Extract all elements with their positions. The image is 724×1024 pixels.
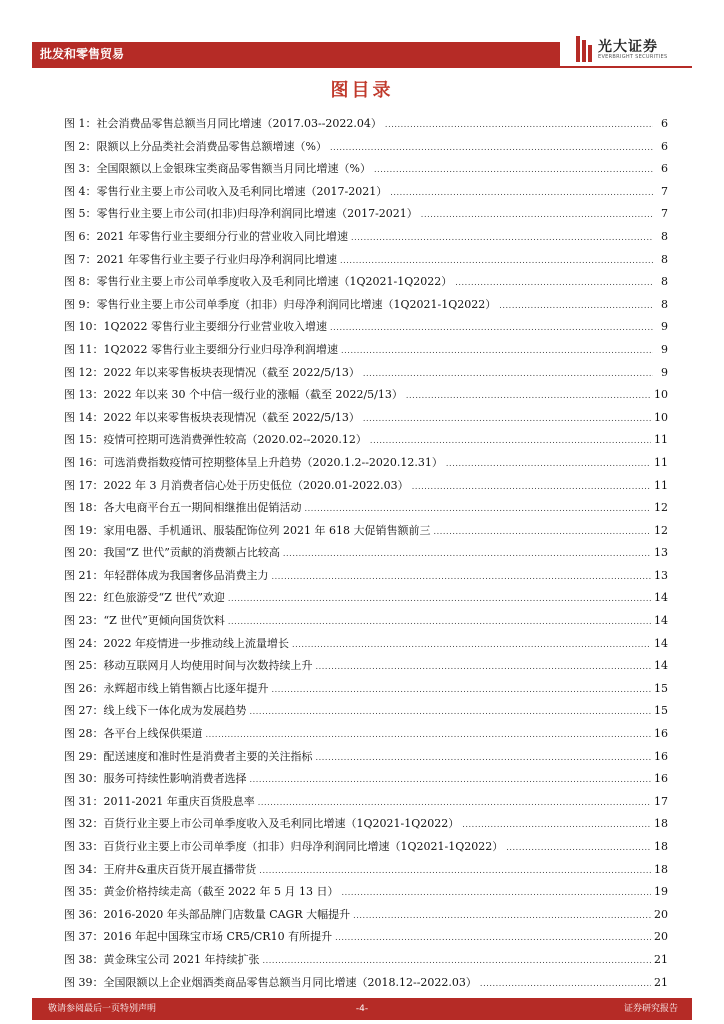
figure-label: 图 16： (64, 455, 104, 469)
figure-title: 服务可持续性影响消费者选择 (103, 772, 247, 786)
figure-label: 图 7： (64, 252, 97, 266)
logo-subtitle: EVERBRIGHT SECURITIES (598, 54, 668, 60)
figure-page-number: 11 (654, 455, 668, 469)
toc-entry[interactable] (64, 452, 668, 475)
figure-page-number: 18 (654, 817, 668, 831)
figure-title: 零售行业主要上市公司单季度（扣非）归母净利润同比增速（1Q2021-1Q2022） (96, 297, 497, 311)
figure-title: 2021 年零售行业主要子行业归母净利润同比增速 (96, 252, 337, 266)
figure-label: 图 8： (64, 275, 97, 289)
leader-dots (272, 566, 652, 589)
leader-dots (259, 860, 651, 883)
leader-dots (340, 250, 653, 273)
figure-page-number: 9 (661, 342, 668, 356)
toc-entry[interactable] (64, 972, 668, 995)
figure-title: 零售行业主要上市公司(扣非)归母净利润同比增速（2017-2021） (96, 207, 418, 221)
section-header (32, 42, 560, 66)
figure-page-number: 18 (654, 862, 668, 876)
figure-page-number: 15 (654, 681, 668, 695)
toc-entry[interactable] (64, 316, 668, 339)
toc-entry[interactable] (64, 226, 668, 249)
figure-label: 图 19： (64, 523, 104, 537)
figure-label: 图 4： (64, 184, 97, 198)
figure-page-number: 17 (654, 794, 668, 808)
toc-entry[interactable] (64, 813, 668, 836)
figure-label: 图 22： (64, 591, 104, 605)
figure-title: 社会消费品零售总额当月同比增速（2017.03--2022.04） (96, 117, 382, 130)
toc-entry[interactable] (64, 565, 668, 588)
figure-page-number: 10 (654, 410, 668, 424)
leader-dots (363, 363, 653, 386)
figure-page-number: 16 (654, 772, 668, 786)
figure-title: 配送速度和准时性是消费者主要的关注指标 (103, 749, 313, 763)
toc-entry[interactable] (64, 768, 668, 791)
leader-dots (305, 498, 652, 521)
leader-dots (250, 701, 652, 724)
figure-page-number: 11 (654, 433, 668, 447)
leader-dots (353, 905, 651, 928)
figure-label: 图 27： (64, 704, 104, 718)
figure-page-number: 8 (661, 229, 668, 243)
leader-dots (341, 882, 651, 905)
figure-label: 图 35： (64, 885, 104, 899)
toc-entry[interactable] (64, 610, 668, 633)
figure-label: 图 29： (64, 749, 104, 763)
figure-title: 1Q2022 零售行业主要细分行业归母净利润增速 (103, 342, 339, 356)
figure-title: 2022 年疫情进一步推动线上流量增长 (103, 636, 289, 650)
leader-dots (506, 837, 651, 860)
figure-label: 图 1： (64, 117, 97, 130)
figure-label: 图 17： (64, 478, 104, 492)
toc-entry[interactable] (64, 836, 668, 859)
disclaimer-note: 敬请参阅最后一页特别声明 (48, 1004, 157, 1014)
figure-page-number: 10 (654, 388, 668, 402)
figure-label: 图 3： (64, 162, 97, 176)
logo-name: 光大证券 (598, 39, 658, 55)
toc-entry[interactable] (64, 113, 668, 136)
toc-entry[interactable] (64, 429, 668, 452)
leader-dots (330, 137, 653, 160)
toc-entry[interactable] (64, 700, 668, 723)
toc-entry[interactable] (64, 723, 668, 746)
figure-label: 图 6： (64, 229, 97, 243)
figure-title: 2022 年以来零售板块表现情况（截至 2022/5/13） (103, 365, 360, 379)
toc-entry[interactable] (64, 271, 668, 294)
figure-page-number: 20 (654, 930, 668, 944)
figure-label: 图 26： (64, 681, 104, 695)
toc-entry[interactable] (64, 881, 668, 904)
figure-title: 2021 年零售行业主要细分行业的营业收入同比增速 (96, 229, 348, 243)
figure-page-number: 7 (661, 184, 668, 198)
figure-title: 线上线下一体化成为发展趋势 (103, 704, 247, 718)
figure-label: 图 28： (64, 727, 104, 741)
leader-dots (406, 385, 651, 408)
toc-entry[interactable] (64, 339, 668, 362)
figure-title: 疫情可控期可选消费弹性较高（2020.02--2020.12） (103, 433, 367, 447)
figure-label: 图 18： (64, 501, 104, 515)
leader-dots (258, 792, 651, 815)
toc-entry[interactable] (64, 407, 668, 430)
leader-dots (263, 950, 652, 973)
toc-entry[interactable] (64, 294, 668, 317)
figure-page-number: 14 (654, 659, 668, 673)
toc-entry[interactable] (64, 362, 668, 385)
figure-label: 图 21： (64, 568, 104, 582)
figure-page-number: 14 (654, 591, 668, 605)
page-footer (32, 998, 692, 1020)
figure-page-number: 14 (654, 636, 668, 650)
figure-page-number: 13 (654, 568, 668, 582)
figure-page-number: 8 (661, 297, 668, 311)
figure-page-number: 13 (654, 546, 668, 560)
leader-dots (250, 769, 652, 792)
figure-page-number: 9 (661, 320, 668, 334)
leader-dots (433, 521, 651, 544)
figure-label: 图 37： (64, 930, 104, 944)
figure-title: 2022 年 3 月消费者信心处于历史低位（2020.01-2022.03） (103, 478, 409, 492)
figure-label: 图 11： (64, 342, 104, 356)
figure-title: 黄金珠宝公司 2021 年持续扩张 (103, 952, 260, 966)
page-number: -4- (355, 1004, 369, 1014)
leader-dots (390, 182, 653, 205)
figure-page-number: 6 (661, 162, 668, 176)
figure-title: 百货行业主要上市公司单季度（扣非）归母净利润同比增速（1Q2021-1Q2022） (103, 840, 504, 853)
figure-title: 限额以上分品类社会消费品零售总额增速（%） (96, 139, 327, 153)
brand-logo (576, 34, 696, 66)
figure-title: 移动互联网月人均使用时间与次数持续上升 (103, 659, 313, 673)
figure-label: 图 32： (64, 817, 104, 831)
figure-title: 年轻群体成为我国奢侈品消费主力 (103, 568, 269, 582)
figure-label: 图 15： (64, 433, 104, 447)
figure-title: 黄金价格持续走高（截至 2022 年 5 月 13 日） (103, 885, 339, 899)
toc-entry[interactable] (64, 249, 668, 272)
toc-entry[interactable] (64, 203, 668, 226)
toc-entry[interactable] (64, 181, 668, 204)
leader-dots (316, 747, 652, 770)
figure-page-number: 12 (654, 523, 668, 537)
figure-label: 图 5： (64, 207, 97, 221)
figure-label: 图 24： (64, 636, 104, 650)
figure-label: 图 12： (64, 365, 104, 379)
page-title: 图目录 (330, 80, 394, 101)
leader-dots (330, 317, 653, 340)
toc-entry[interactable] (64, 904, 668, 927)
figure-label: 图 10： (64, 320, 104, 334)
figure-title: 2016-2020 年头部品牌门店数量 CAGR 大幅提升 (103, 907, 351, 921)
figure-page-number: 14 (654, 614, 668, 628)
figure-page-number: 21 (654, 952, 668, 966)
toc-entry[interactable] (64, 497, 668, 520)
figure-page-number: 12 (654, 501, 668, 515)
leader-dots (421, 204, 653, 227)
figure-label: 图 14： (64, 410, 104, 424)
toc-entry[interactable] (64, 949, 668, 972)
figure-page-number: 8 (661, 275, 668, 289)
leader-dots (283, 543, 651, 566)
toc-entry[interactable] (64, 475, 668, 498)
figure-label: 图 25： (64, 659, 104, 673)
leader-dots (363, 408, 651, 431)
figure-label: 图 31： (64, 794, 104, 808)
header-divider (32, 66, 692, 68)
figure-page-number: 9 (661, 365, 668, 379)
toc-entry[interactable] (64, 542, 668, 565)
everbright-logo-icon (576, 36, 594, 62)
figure-page-number: 11 (654, 478, 668, 492)
leader-dots (272, 679, 652, 702)
figure-page-number: 6 (661, 139, 668, 153)
figure-page-number: 16 (654, 749, 668, 763)
leader-dots (374, 159, 653, 182)
figure-page-number: 18 (654, 840, 668, 853)
figure-page-number: 8 (661, 252, 668, 266)
toc-entry[interactable] (64, 859, 668, 882)
figure-label: 图 30： (64, 772, 104, 786)
figure-label: 图 33： (64, 840, 104, 853)
figure-label: 图 34： (64, 862, 104, 876)
figure-title: 零售行业主要上市公司单季度收入及毛利同比增速（1Q2021-1Q2022） (96, 275, 453, 289)
figure-list (64, 113, 668, 994)
figure-page-number: 21 (654, 975, 668, 989)
figure-title: 全国限额以上金银珠宝类商品零售额当月同比增速（%） (96, 162, 371, 176)
figure-title: 王府井&重庆百货开展直播带货 (103, 862, 257, 876)
toc-entry[interactable] (64, 746, 668, 769)
leader-dots (480, 973, 651, 996)
leader-dots (228, 588, 651, 611)
figure-title: 永辉超市线上销售额占比逐年提升 (103, 681, 269, 695)
toc-entry[interactable] (64, 678, 668, 701)
leader-dots (228, 611, 651, 634)
toc-entry[interactable] (64, 926, 668, 949)
figure-title: “Z 世代”更倾向国货饮料 (103, 614, 225, 628)
figure-title: 零售行业主要上市公司收入及毛利同比增速（2017-2021） (96, 184, 388, 198)
leader-dots (455, 272, 653, 295)
report-type: 证券研究报告 (623, 1004, 678, 1014)
figure-title: 家用电器、手机通讯、服装配饰位列 2021 年 618 大促销售额前三 (103, 523, 431, 537)
leader-dots (446, 453, 651, 476)
figure-title: 红色旅游受“Z 世代”欢迎 (103, 591, 225, 605)
figure-page-number: 7 (661, 207, 668, 221)
figure-label: 图 39： (64, 975, 104, 989)
figure-page-number: 19 (654, 885, 668, 899)
leader-dots (206, 724, 652, 747)
leader-dots (335, 927, 651, 950)
figure-title: 2022 年以来 30 个中信一级行业的涨幅（截至 2022/5/13） (103, 388, 403, 402)
figure-title: 各大电商平台五一期间相继推出促销活动 (103, 501, 302, 515)
toc-entry[interactable] (64, 587, 668, 610)
leader-dots (370, 430, 651, 453)
figure-title: 百货行业主要上市公司单季度收入及毛利同比增速（1Q2021-1Q2022） (103, 817, 460, 831)
figure-page-number: 15 (654, 704, 668, 718)
leader-dots (292, 634, 651, 657)
figure-label: 图 38： (64, 952, 104, 966)
toc-entry[interactable] (64, 633, 668, 656)
figure-title: 各平台上线保供渠道 (103, 727, 203, 741)
figure-label: 图 2： (64, 139, 97, 153)
figure-title: 2011-2021 年重庆百货股息率 (103, 794, 255, 808)
leader-dots (316, 656, 652, 679)
leader-dots (341, 340, 653, 363)
figure-title: 2022 年以来零售板块表现情况（截至 2022/5/13） (103, 410, 360, 424)
toc-entry[interactable] (64, 158, 668, 181)
leader-dots (385, 114, 653, 137)
toc-entry[interactable] (64, 655, 668, 678)
toc-entry[interactable] (64, 136, 668, 159)
figure-label: 图 36： (64, 907, 104, 921)
section-label: 批发和零售贸易 (40, 47, 125, 61)
figure-page-number: 20 (654, 907, 668, 921)
figure-title: 可选消费指数疫情可控期整体呈上升趋势（2020.1.2--2020.12.31） (103, 455, 443, 469)
toc-entry[interactable] (64, 520, 668, 543)
figure-page-number: 16 (654, 727, 668, 741)
toc-entry[interactable] (64, 384, 668, 407)
figure-title: 2016 年起中国珠宝市场 CR5/CR10 有所提升 (103, 930, 333, 944)
figure-title: 全国限额以上企业烟酒类商品零售总额当月同比增速（2018.12--2022.03） (103, 975, 477, 989)
leader-dots (412, 476, 651, 499)
figure-label: 图 20： (64, 546, 104, 560)
figure-label: 图 13： (64, 388, 104, 402)
toc-entry[interactable] (64, 791, 668, 814)
figure-page-number: 6 (661, 117, 668, 130)
figure-title: 我国“Z 世代”贡献的消费额占比较高 (103, 546, 280, 560)
leader-dots (462, 814, 651, 837)
figure-title: 1Q2022 零售行业主要细分行业营业收入增速 (103, 320, 328, 334)
leader-dots (351, 227, 653, 250)
leader-dots (499, 295, 653, 318)
figure-label: 图 9： (64, 297, 97, 311)
figure-label: 图 23： (64, 614, 104, 628)
